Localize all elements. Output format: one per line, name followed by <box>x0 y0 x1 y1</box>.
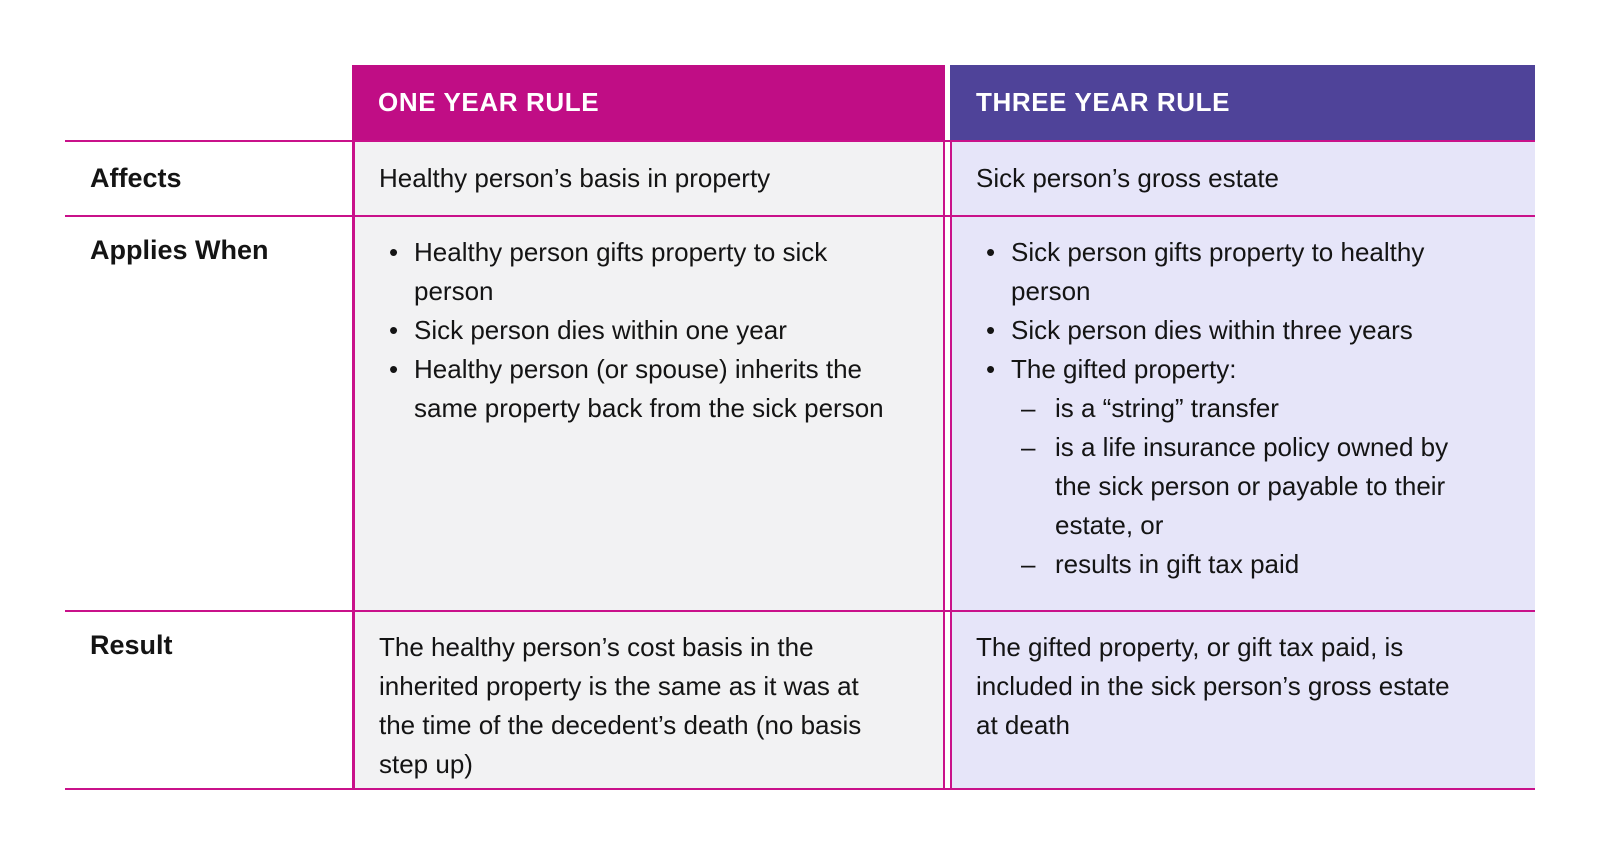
bullet-text: The gifted property: <box>1011 354 1237 384</box>
bullet-item: • Sick person gifts property to healthy person <box>976 233 1466 311</box>
cell-affects-three-year <box>950 140 1535 215</box>
cell-result-three-year <box>950 610 1535 790</box>
bullet-item: • Healthy person (or spouse) inherits the same property back from the sick person <box>379 350 884 428</box>
sub-bullet-item: – results in gift tax paid <box>1021 545 1466 584</box>
bullet-list <box>976 233 1485 584</box>
sub-bullet-list <box>1011 389 1466 584</box>
cell-affects-one-year <box>352 140 945 215</box>
bullet-item: • Sick person dies within three years <box>976 311 1466 350</box>
row-label-result: Result <box>65 610 352 790</box>
cell-text: Healthy person’s basis in property <box>379 163 771 193</box>
sub-bullet-item: – is a “string” transfer <box>1021 389 1466 428</box>
bullet-list <box>379 233 903 428</box>
sub-bullet-item: – is a life insurance policy owned by the sick person or payable to their estate, or <box>1021 428 1466 545</box>
cell-text: The gifted property, or gift tax paid, is included in the sick person’s gross estate at death <box>976 632 1450 740</box>
row-label-affects: Affects <box>65 140 352 215</box>
column-header-one-year-rule <box>352 65 945 140</box>
cell-result-one-year <box>352 610 945 790</box>
column-header-label: ONE YEAR RULE <box>378 87 600 117</box>
bullet-item <box>976 350 1466 584</box>
cell-text: The healthy person’s cost basis in the inherited property is the same as it was at the time of the decedent’s death (no basis step up) <box>379 632 862 779</box>
column-header-label: THREE YEAR RULE <box>976 87 1231 117</box>
column-header-three-year-rule <box>950 65 1535 140</box>
bullet-item: • Sick person dies within one year <box>379 311 884 350</box>
bullet-item: • Healthy person gifts property to sick person <box>379 233 884 311</box>
row-label-applies-when: Applies When <box>65 215 352 610</box>
corner-cell <box>65 65 352 140</box>
cell-text: Sick person’s gross estate <box>976 163 1279 193</box>
cell-applies-when-one-year <box>352 215 945 610</box>
cell-applies-when-three-year <box>950 215 1535 610</box>
one-year-vs-three-year-rule-table <box>65 65 1535 790</box>
